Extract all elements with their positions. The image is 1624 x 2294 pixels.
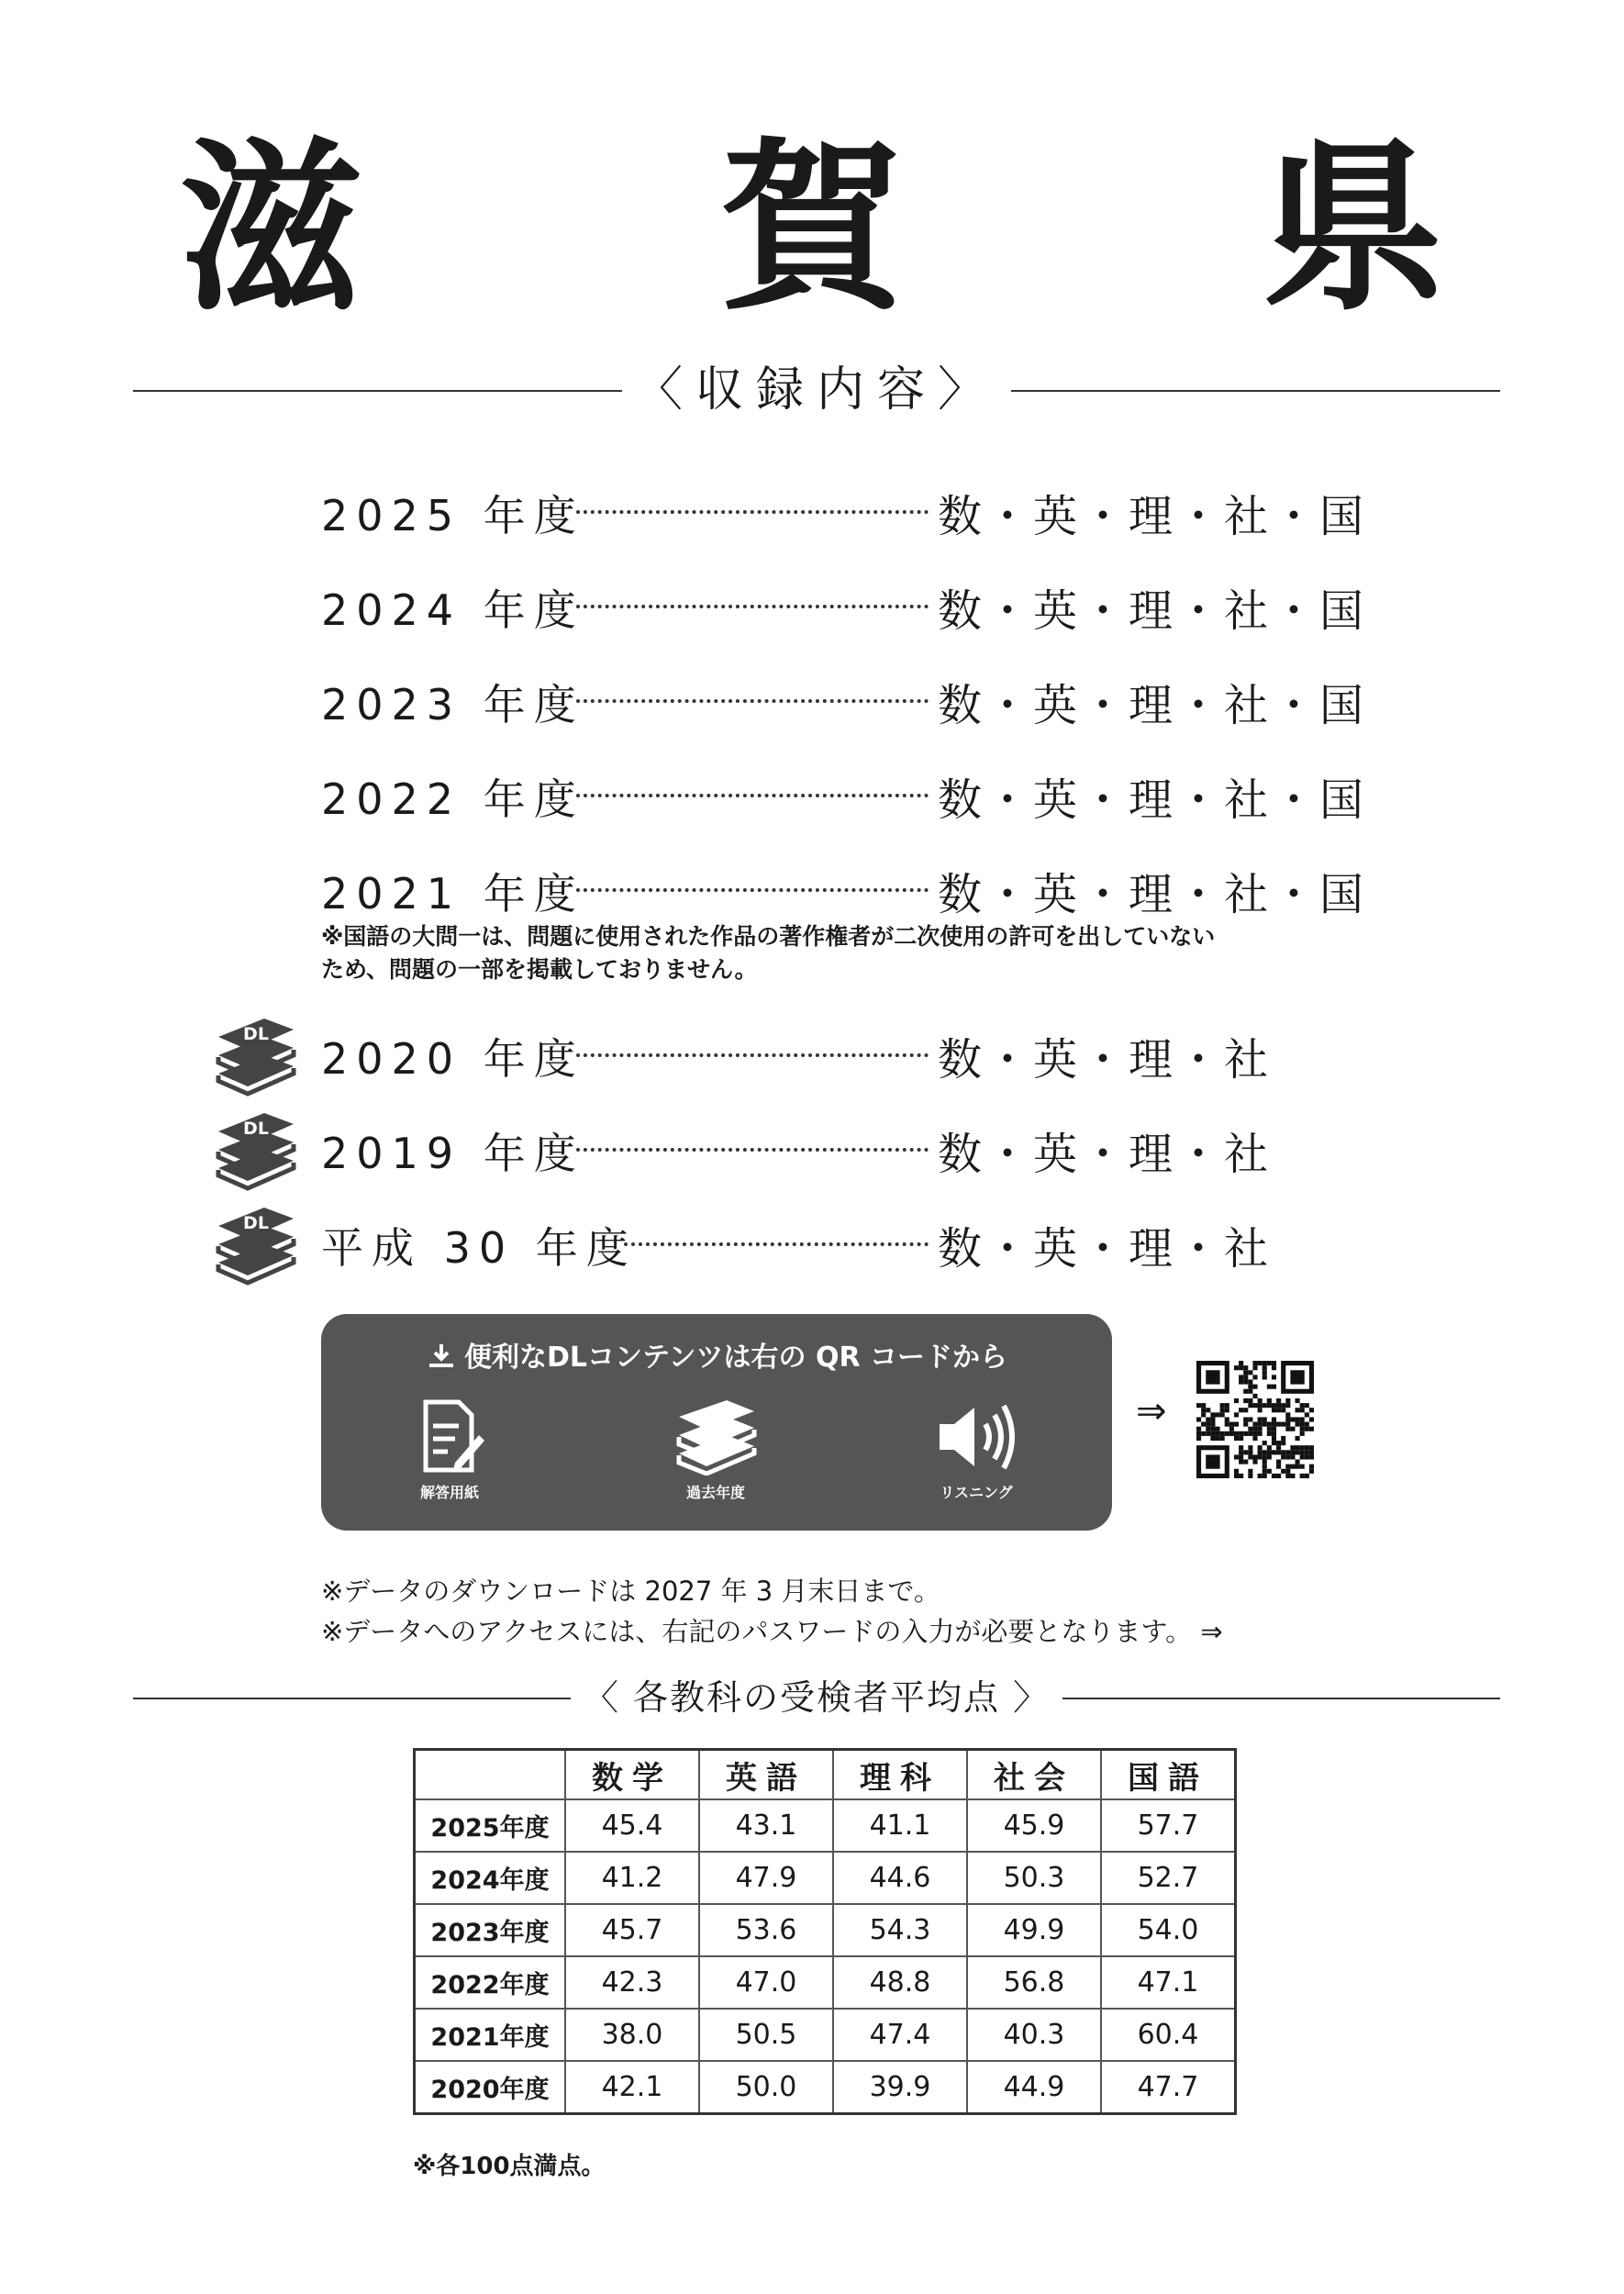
score-cell: 54.0 [1101,1904,1236,1956]
full-marks-footnote: ※各100点満点。 [413,2153,606,2180]
contents-year: 平成 30 年度 [321,1223,637,1273]
contents-section-header [133,362,1500,418]
qr-code-icon[interactable] [1196,1361,1314,1478]
score-cell: 60.4 [1101,2009,1236,2061]
score-cell: 43.1 [699,1799,833,1852]
data-notes [321,1571,1223,1652]
score-cell: 54.3 [833,1904,967,1956]
contents-year: 2024 年度 [321,585,584,635]
score-cell: 53.6 [699,1904,833,1956]
contents-heading: 〈収録内容〉 [622,362,1011,418]
dl-item-listening[interactable] [894,1398,1059,1502]
table-row [415,1799,1236,1852]
averages-heading: 〈 各教科の受検者平均点 〉 [571,1677,1062,1718]
score-cell: 50.0 [699,2061,833,2114]
download-box-heading-text: 便利なDLコンテンツは右の QR コードから [463,1342,1007,1374]
download-books-icon [213,1013,301,1097]
contents-subjects: 数・英・理・社・国 [938,491,1368,542]
contents-row [321,572,1368,637]
score-cell: 50.5 [699,2009,833,2061]
contents-subjects: 数・英・理・社・国 [938,680,1368,731]
dl-badge-text: DL [243,1119,269,1139]
score-cell: 48.8 [833,1956,967,2009]
score-cell: 57.7 [1101,1799,1236,1852]
dot-leader [576,1148,929,1152]
speaker-icon [932,1398,1020,1476]
row-year: 2025年度 [415,1799,566,1852]
contents-year: 2019 年度 [321,1129,584,1178]
table-row [415,1852,1236,1904]
contents-subjects: 数・英・理・社 [938,1223,1273,1275]
contents-row [243,1209,1330,1275]
contents-row [321,477,1368,542]
contents-subjects: 数・英・理・社 [938,1034,1273,1086]
contents-subjects: 数・英・理・社 [938,1129,1273,1180]
contents-year: 2025 年度 [321,491,584,540]
contents-row [321,761,1368,826]
contents-row [243,1020,1330,1086]
column-header: 理科 [833,1750,967,1800]
dl-item-label: 解答用紙 [419,1484,479,1501]
contents-subjects: 数・英・理・社・国 [938,774,1368,826]
row-year: 2023年度 [415,1904,566,1956]
average-scores-table [413,1748,1237,2115]
column-header: 社会 [967,1750,1101,1800]
kokugo-note [321,920,1349,986]
dot-leader [576,888,929,892]
answer-sheet-icon [413,1398,486,1476]
table-row [415,1956,1236,2009]
row-year: 2022年度 [415,1956,566,2009]
score-cell: 45.9 [967,1799,1101,1852]
score-cell: 49.9 [967,1904,1101,1956]
score-cell: 47.4 [833,2009,967,2061]
row-year: 2021年度 [415,2009,566,2061]
contents-row [321,855,1368,920]
score-cell: 56.8 [967,1956,1101,2009]
contents-subjects: 数・英・理・社・国 [938,869,1368,920]
table-header-row [415,1750,1236,1800]
download-contents-box [321,1314,1112,1531]
score-cell: 45.7 [565,1904,699,1956]
contents-subjects: 数・英・理・社・国 [938,585,1368,637]
score-cell: 38.0 [565,2009,699,2061]
password-note: ※データへのアクセスには、右記のパスワードの入力が必要となります。 ⇒ [321,1616,1223,1647]
contents-year: 2021 年度 [321,869,584,919]
score-cell: 41.1 [833,1799,967,1852]
table-corner-cell [415,1750,566,1800]
row-year: 2020年度 [415,2061,566,2114]
score-cell: 41.2 [565,1852,699,1904]
contents-year: 2022 年度 [321,774,584,824]
table-row [415,1904,1236,1956]
column-header: 数学 [565,1750,699,1800]
contents-year: 2020 年度 [321,1034,584,1084]
column-header: 英語 [699,1750,833,1800]
dl-badge-text: DL [243,1024,269,1044]
contents-row [243,1115,1330,1180]
score-cell: 42.3 [565,1956,699,2009]
score-cell: 44.9 [967,2061,1101,2114]
arrow-to-qr: ⇒ [1136,1390,1167,1432]
dot-leader [576,1053,929,1057]
books-icon [672,1398,760,1476]
score-cell: 45.4 [565,1799,699,1852]
score-cell: 47.9 [699,1852,833,1904]
score-cell: 44.6 [833,1852,967,1904]
dot-leader [576,605,929,608]
download-icon [426,1342,457,1370]
averages-section-header [133,1670,1500,1725]
download-deadline-note: ※データのダウンロードは 2027 年 3 月末日まで。 [321,1576,940,1607]
score-cell: 47.7 [1101,2061,1236,2114]
dl-item-label: 過去年度 [685,1484,745,1501]
download-books-icon [213,1108,301,1192]
dl-item-answer-sheet[interactable] [367,1398,532,1502]
kokugo-note-line2: ため、問題の一部を掲載しておりません。 [321,956,758,983]
score-cell: 50.3 [967,1852,1101,1904]
score-cell: 52.7 [1101,1852,1236,1904]
dl-badge-text: DL [243,1213,269,1233]
score-cell: 47.0 [699,1956,833,2009]
kokugo-note-line1: ※国語の大問一は、問題に使用された作品の著作権者が二次使用の許可を出していない [321,923,1216,950]
download-box-heading [321,1334,1112,1375]
dot-leader [576,510,929,514]
score-cell: 47.1 [1101,1956,1236,2009]
column-header: 国語 [1101,1750,1236,1800]
dot-leader [576,699,929,703]
score-cell: 40.3 [967,2009,1101,2061]
contents-year: 2023 年度 [321,680,584,729]
download-books-icon [213,1202,301,1286]
score-cell: 42.1 [565,2061,699,2114]
row-year: 2024年度 [415,1852,566,1904]
dl-item-label: リスニング [940,1484,1013,1501]
score-cell: 39.9 [833,2061,967,2114]
dl-item-past-years[interactable] [633,1398,798,1502]
dot-leader [624,1242,929,1246]
contents-row [321,666,1368,731]
page-title: 滋 賀 県 [179,122,1592,336]
table-row [415,2009,1236,2061]
table-row [415,2061,1236,2114]
dot-leader [576,794,929,797]
